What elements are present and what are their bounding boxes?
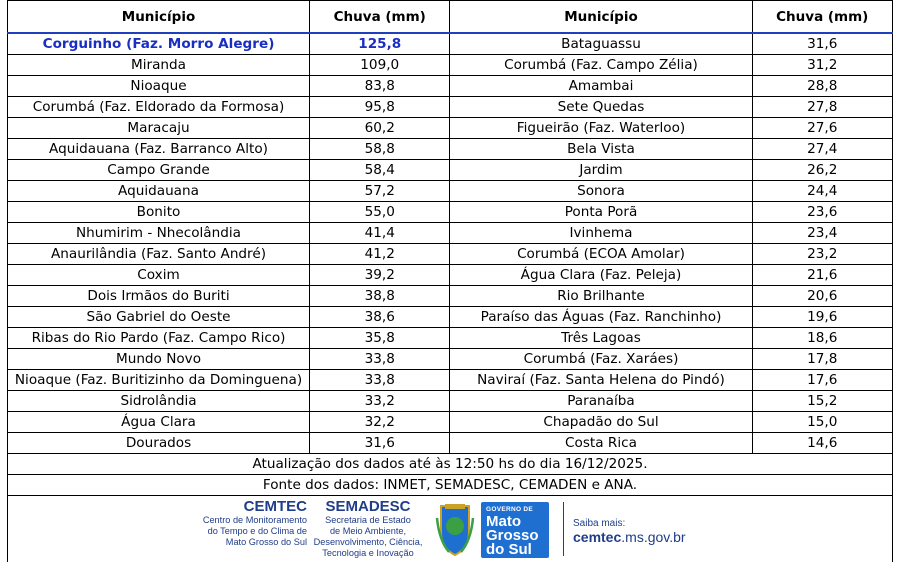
left-municipio-cell: Miranda [8, 55, 310, 76]
left-chuva-cell: 55,0 [310, 202, 450, 223]
right-municipio-cell: Água Clara (Faz. Peleja) [450, 265, 752, 286]
right-chuva-cell: 14,6 [752, 433, 893, 454]
right-chuva-cell: 17,6 [752, 370, 893, 391]
left-chuva-cell: 33,8 [310, 370, 450, 391]
left-municipio-cell: Corguinho (Faz. Morro Alegre) [8, 33, 310, 55]
right-chuva-cell: 31,2 [752, 55, 893, 76]
right-chuva-cell: 23,4 [752, 223, 893, 244]
left-municipio-cell: Nioaque [8, 76, 310, 97]
right-municipio-cell: Três Lagoas [450, 328, 752, 349]
table-row [8, 118, 893, 139]
right-municipio-cell: Naviraí (Faz. Santa Helena do Pindó) [450, 370, 752, 391]
right-municipio-cell: Paranaíba [450, 391, 752, 412]
table-row [8, 181, 893, 202]
left-chuva-cell: 41,4 [310, 223, 450, 244]
logo-divider [563, 502, 564, 556]
left-municipio-cell: Ribas do Rio Pardo (Faz. Campo Rico) [8, 328, 310, 349]
website-domain: .ms.gov.br [621, 529, 686, 545]
right-municipio-cell: Sete Quedas [450, 97, 752, 118]
right-municipio-cell: Bataguassu [450, 33, 752, 55]
left-municipio-cell: Dois Irmãos do Buriti [8, 286, 310, 307]
left-municipio-cell: Bonito [8, 202, 310, 223]
left-chuva-cell: 109,0 [310, 55, 450, 76]
table-row [8, 202, 893, 223]
left-chuva-cell: 38,6 [310, 307, 450, 328]
header-municipio-left: Município [8, 1, 310, 34]
table-row [8, 370, 893, 391]
table-row [8, 76, 893, 97]
right-municipio-cell: Chapadão do Sul [450, 412, 752, 433]
left-chuva-cell: 95,8 [310, 97, 450, 118]
right-chuva-cell: 15,2 [752, 391, 893, 412]
right-chuva-cell: 31,6 [752, 33, 893, 55]
governo-ms-logo [481, 502, 549, 558]
cemtec-logo [175, 499, 307, 548]
right-municipio-cell: Bela Vista [450, 139, 752, 160]
left-municipio-cell: Coxim [8, 265, 310, 286]
update-note: Atualização dos dados até às 12:50 hs do dia 16/12/2025. [7, 454, 893, 475]
table-row [8, 286, 893, 307]
left-municipio-cell: Nhumirim - Nhecolândia [8, 223, 310, 244]
left-chuva-cell: 41,2 [310, 244, 450, 265]
right-municipio-cell: Costa Rica [450, 433, 752, 454]
right-chuva-cell: 20,6 [752, 286, 893, 307]
right-chuva-cell: 18,6 [752, 328, 893, 349]
left-municipio-cell: Água Clara [8, 412, 310, 433]
right-chuva-cell: 26,2 [752, 160, 893, 181]
table-row [8, 160, 893, 181]
left-chuva-cell: 31,6 [310, 433, 450, 454]
left-municipio-cell: Aquidauana (Faz. Barranco Alto) [8, 139, 310, 160]
table-row [8, 139, 893, 160]
left-chuva-cell: 32,2 [310, 412, 450, 433]
left-chuva-cell: 35,8 [310, 328, 450, 349]
right-municipio-cell: Paraíso das Águas (Faz. Ranchinho) [450, 307, 752, 328]
right-municipio-cell: Corumbá (ECOA Amolar) [450, 244, 752, 265]
left-municipio-cell: Sidrolândia [8, 391, 310, 412]
semadesc-logo [307, 499, 429, 559]
left-municipio-cell: Nioaque (Faz. Buritizinho da Dominguena) [8, 370, 310, 391]
right-chuva-cell: 23,6 [752, 202, 893, 223]
table-row [8, 244, 893, 265]
header-chuva-left: Chuva (mm) [310, 1, 450, 34]
website-bold: cemtec [573, 529, 622, 545]
left-municipio-cell: Campo Grande [8, 160, 310, 181]
gov-name [486, 515, 539, 557]
left-chuva-cell: 38,8 [310, 286, 450, 307]
right-municipio-cell: Sonora [450, 181, 752, 202]
table-row [8, 265, 893, 286]
right-municipio-cell: Rio Brilhante [450, 286, 752, 307]
right-municipio-cell: Figueirão (Faz. Waterloo) [450, 118, 752, 139]
right-chuva-cell: 27,4 [752, 139, 893, 160]
semadesc-subtitle-4: Tecnologia e Inovação [322, 548, 414, 558]
left-chuva-cell: 125,8 [310, 33, 450, 55]
table-row [8, 97, 893, 118]
saiba-mais [573, 518, 686, 545]
table-row [8, 55, 893, 76]
table-row [8, 328, 893, 349]
right-municipio-cell: Corumbá (Faz. Campo Zélia) [450, 55, 752, 76]
gov-label: GOVERNO DE [486, 506, 534, 513]
header-chuva-right: Chuva (mm) [752, 1, 893, 34]
left-chuva-cell: 83,8 [310, 76, 450, 97]
right-chuva-cell: 27,6 [752, 118, 893, 139]
semadesc-subtitle-1: Secretaria de Estado [325, 515, 411, 525]
left-chuva-cell: 33,8 [310, 349, 450, 370]
left-chuva-cell: 58,4 [310, 160, 450, 181]
left-chuva-cell: 57,2 [310, 181, 450, 202]
table-row [8, 223, 893, 244]
gov-name-line-2: Grosso [486, 527, 539, 544]
left-municipio-cell: Dourados [8, 433, 310, 454]
left-municipio-cell: Anaurilândia (Faz. Santo André) [8, 244, 310, 265]
cemtec-subtitle-1: Centro de Monitoramento [202, 515, 307, 525]
left-municipio-cell: Aquidauana [8, 181, 310, 202]
right-municipio-cell: Amambai [450, 76, 752, 97]
left-municipio-cell: São Gabriel do Oeste [8, 307, 310, 328]
table-row [8, 307, 893, 328]
table-row [8, 33, 893, 55]
cemtec-subtitle-2: do Tempo e do Clima de [207, 526, 307, 536]
left-chuva-cell: 58,8 [310, 139, 450, 160]
website-link[interactable] [573, 529, 686, 545]
right-municipio-cell: Ponta Porã [450, 202, 752, 223]
semadesc-subtitle-2: de Meio Ambiente, [329, 526, 407, 536]
header-municipio-right: Município [450, 1, 752, 34]
state-crest-icon [435, 500, 475, 558]
right-municipio-cell: Corumbá (Faz. Xaráes) [450, 349, 752, 370]
semadesc-subtitle-3: Desenvolvimento, Ciência, [313, 537, 423, 547]
logo-strip [7, 496, 893, 562]
cemtec-subtitle-3: Mato Grosso do Sul [225, 537, 307, 547]
rainfall-table [7, 0, 893, 454]
gov-name-line-1: Mato [486, 513, 521, 530]
left-chuva-cell: 33,2 [310, 391, 450, 412]
right-chuva-cell: 24,4 [752, 181, 893, 202]
left-chuva-cell: 60,2 [310, 118, 450, 139]
table-row [8, 391, 893, 412]
right-chuva-cell: 15,0 [752, 412, 893, 433]
right-chuva-cell: 21,6 [752, 265, 893, 286]
table-row [8, 433, 893, 454]
table-header-row [8, 1, 893, 34]
right-chuva-cell: 17,8 [752, 349, 893, 370]
right-chuva-cell: 23,2 [752, 244, 893, 265]
right-municipio-cell: Ivinhema [450, 223, 752, 244]
cemtec-title: CEMTEC [243, 498, 307, 515]
table-row [8, 349, 893, 370]
left-municipio-cell: Mundo Novo [8, 349, 310, 370]
right-chuva-cell: 27,8 [752, 97, 893, 118]
saiba-mais-label: Saiba mais: [573, 518, 626, 529]
right-chuva-cell: 19,6 [752, 307, 893, 328]
semadesc-title: SEMADESC [325, 498, 411, 515]
right-chuva-cell: 28,8 [752, 76, 893, 97]
table-row [8, 412, 893, 433]
data-source-note: Fonte dos dados: INMET, SEMADESC, CEMADEN e ANA. [7, 475, 893, 496]
left-chuva-cell: 39,2 [310, 265, 450, 286]
left-municipio-cell: Maracaju [8, 118, 310, 139]
right-municipio-cell: Jardim [450, 160, 752, 181]
gov-name-line-3: do Sul [486, 541, 532, 558]
left-municipio-cell: Corumbá (Faz. Eldorado da Formosa) [8, 97, 310, 118]
